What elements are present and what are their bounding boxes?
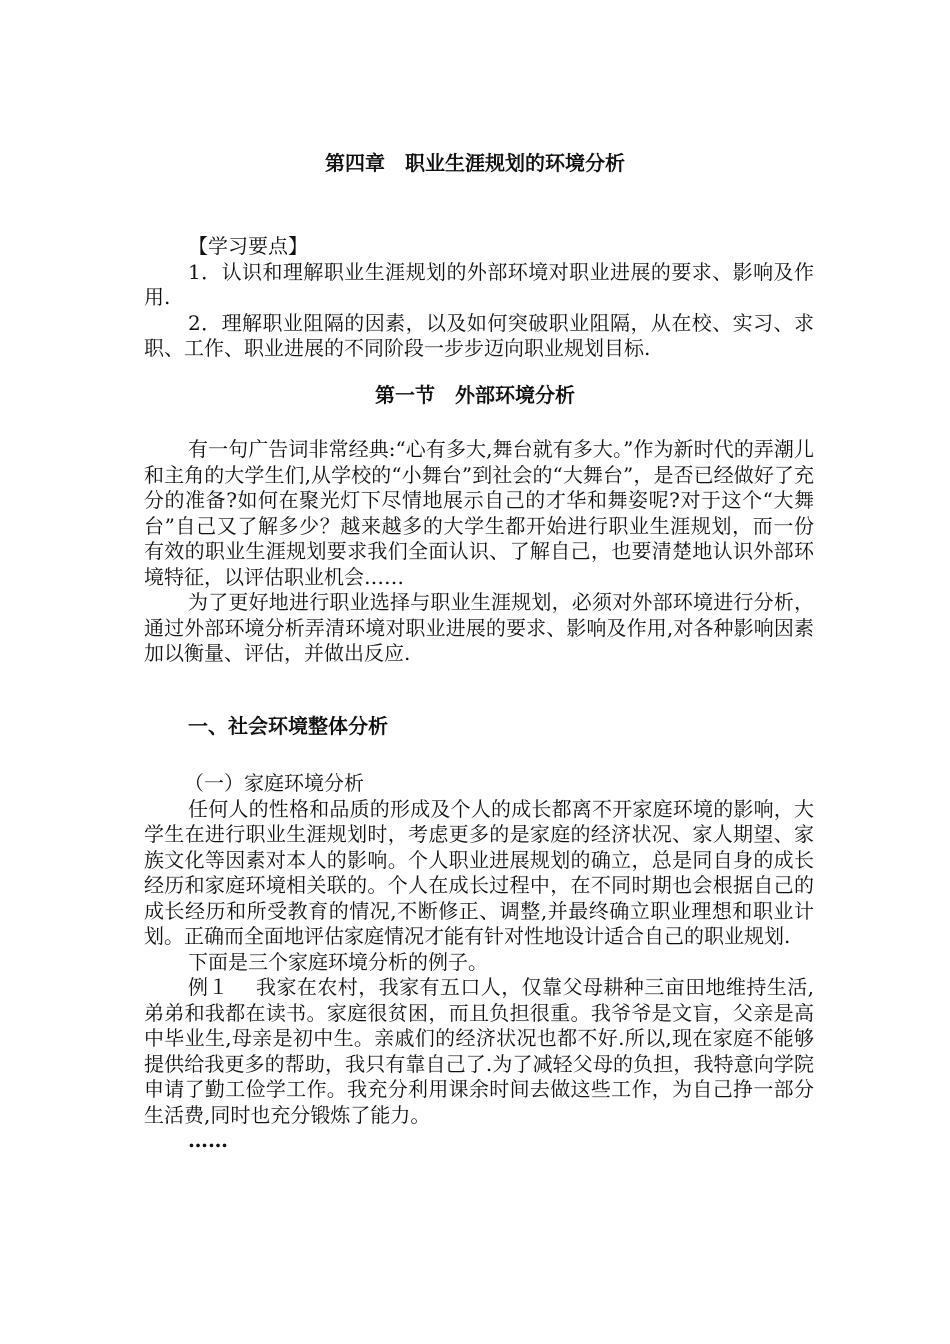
intro-paragraph: 有一句广告词非常经典:“心有多大,舞台就有多大。”作为新时代的弄潮儿和主角的大学生们,从学校的“小舞台”到社会的“大舞台”，是否已经做好了充分的准备?如何在聚光灯下尽情地展示自己的才华和舞姿呢?对于这个“大舞台”自己又了解多少？越来越多的大学生都开始进行职业生涯规划，而一份有效的职业生涯规划要求我们全面认识、了解自己，也要清楚地认识外部环境特征，以评估职业机会…… bbox=[144, 437, 814, 589]
example-paragraph: 例１ 我家在农村，我家有五口人，仅靠父母耕种三亩田地维持生活,弟弟和我都在读书。家庭很贫困，而且负担很重。我爷爷是文盲，父亲是高中毕业生,母亲是初中生。亲戚们的经济状况也都不好.所以,现在家庭不能够提供给我更多的帮助，我只有靠自己了.为了减轻父母的负担，我特意向学院申请了勤工俭学工作。我充分利用课余时间去做这些工作，为自己挣一部分生活费,同时也充分锻炼了能力。 bbox=[144, 975, 814, 1127]
intro-text bbox=[144, 437, 814, 667]
examples-intro: 下面是三个家庭环境分析的例子。 bbox=[188, 949, 488, 974]
learning-point-item: 1．认识和理解职业生涯规划的外部环境对职业进展的要求、影响及作用. bbox=[144, 259, 814, 309]
subsection-title: 一、社会环境整体分析 bbox=[188, 714, 388, 738]
ellipsis: …… bbox=[188, 1128, 228, 1152]
family-paragraph: 任何人的性格和品质的形成及个人的成长都离不开家庭环境的影响，大学生在进行职业生涯规划时，考虑更多的是家庭的经济状况、家人期望、家族文化等因素对本人的影响。个人职业进展规划的确立，总是同自身的成长经历和家庭环境相关联的。个人在成长过程中，在不同时期也会根据自己的成长经历和所受教育的情况,不断修正、调整,并最终确立职业理想和职业计划。正确而全面地评估家庭情况才能有针对性地设计适合自己的职业规划. bbox=[144, 796, 814, 948]
learning-points-label: 【学习要点】 bbox=[188, 234, 308, 258]
chapter-title: 第四章 职业生涯规划的环境分析 bbox=[325, 151, 625, 175]
family-analysis bbox=[144, 771, 814, 1154]
intro-paragraph: 为了更好地进行职业选择与职业生涯规划，必须对外部环境进行分析，通过外部环境分析弄清环境对职业进展的要求、影响及作用,对各种影响因素加以衡量、评估，并做出反应. bbox=[144, 590, 814, 665]
learning-points bbox=[144, 234, 814, 362]
section-title: 第一节 外部环境分析 bbox=[375, 383, 575, 407]
learning-point-item: 2．理解职业阻隔的因素，以及如何突破职业阻隔，从在校、实习、求职、工作、职业进展的不同阶段一步步迈向职业规划目标. bbox=[144, 310, 814, 360]
family-heading: （一）家庭环境分析 bbox=[184, 771, 364, 795]
